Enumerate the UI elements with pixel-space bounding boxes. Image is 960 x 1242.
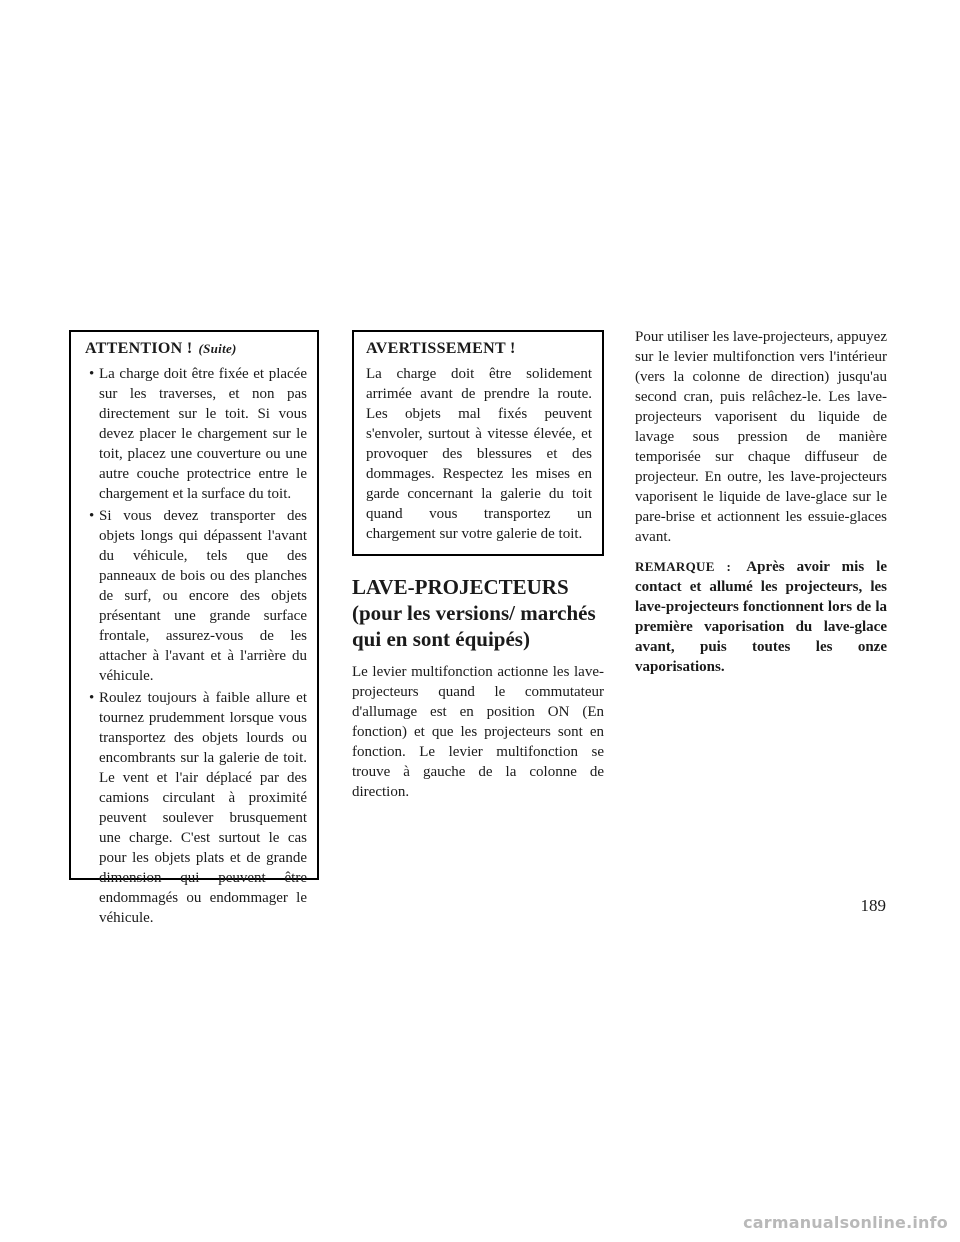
attention-list xyxy=(85,364,307,928)
attention-suite: (Suite) xyxy=(198,341,237,356)
section-title: LAVE-PROJECTEURS (pour les versions/ marchés qui en sont équipés) xyxy=(352,575,596,651)
list-item: • La charge doit être fixée et placée sur les traverses, et non pas directement sur le toit. Si vous devez placer le chargement sur le toit, placez une couverture ou une autre couche protectrice entre le chargement et la surface du toit. xyxy=(85,364,307,504)
right-column xyxy=(635,327,887,677)
remark-text: Après avoir mis le contact et allumé les projecteurs, les lave-projecteurs fonctionnent lors de la première vaporisation du lave-glace avant, puis toutes les onze vaporisations. xyxy=(635,559,887,675)
middle-column xyxy=(352,330,604,802)
list-item: • Roulez toujours à faible allure et tournez prudemment lorsque vous transportez des objets lourds ou encombrants sur la galerie de toit. Le vent et l'air déplacé par des camions circulant à proximité peuvent soulever brusquement une charge. C'est surtout le cas pour les objets plats et de grande dimension qui peuvent être endommagés ou endommager le véhicule. xyxy=(85,688,307,928)
remark xyxy=(635,557,887,677)
list-item: • Si vous devez transporter des objets longs qui dépassent l'avant du véhicule, tels que des panneaux de bois ou des planches de surf, ou encore des objets présentant une grande surface frontale, assurez-vous de les attacher à l'avant et à l'arrière du véhicule. xyxy=(85,506,307,686)
attention-title xyxy=(85,340,307,358)
warning-title: AVERTISSEMENT ! xyxy=(366,340,516,357)
section-body: Le levier multifonction actionne les lave-projecteurs quand le commutateur d'allumage est en position ON (En fonction) et que les projecteurs sont en fonction. Le levier multifonction se trouve à gauche de la colonne de direction. xyxy=(352,664,604,800)
right-body: Pour utiliser les lave-projecteurs, appuyez sur le levier multifonction vers l'intérieur (vers la colonne de direction) jusqu'au second cran, puis relâchez-le. Les lave-projecteurs vaporisent du liquide de lavage sous pression de manière temporisée sur chaque diffuseur de projecteur. En outre, les lave-projecteurs vaporisent le liquide de lave-glace sur le pare-brise et actionnent les essuie-glaces avant. xyxy=(635,329,887,545)
remark-label: REMARQUE : xyxy=(635,559,732,574)
watermark: carmanualsonline.info xyxy=(743,1213,948,1232)
warning-text: La charge doit être solidement arrimée avant de prendre la route. Les objets mal fixés peuvent s'envoler, surtout à vitesse élevée, et provoquer des blessures et des dommages. Respectez les mises en garde concernant la galerie du toit quand vous transportez un chargement sur votre galerie de toit. xyxy=(366,366,592,542)
warning-box xyxy=(352,330,604,556)
attention-box xyxy=(69,330,319,926)
attention-title-text: ATTENTION ! xyxy=(85,340,193,357)
page-number: 189 xyxy=(860,896,886,915)
